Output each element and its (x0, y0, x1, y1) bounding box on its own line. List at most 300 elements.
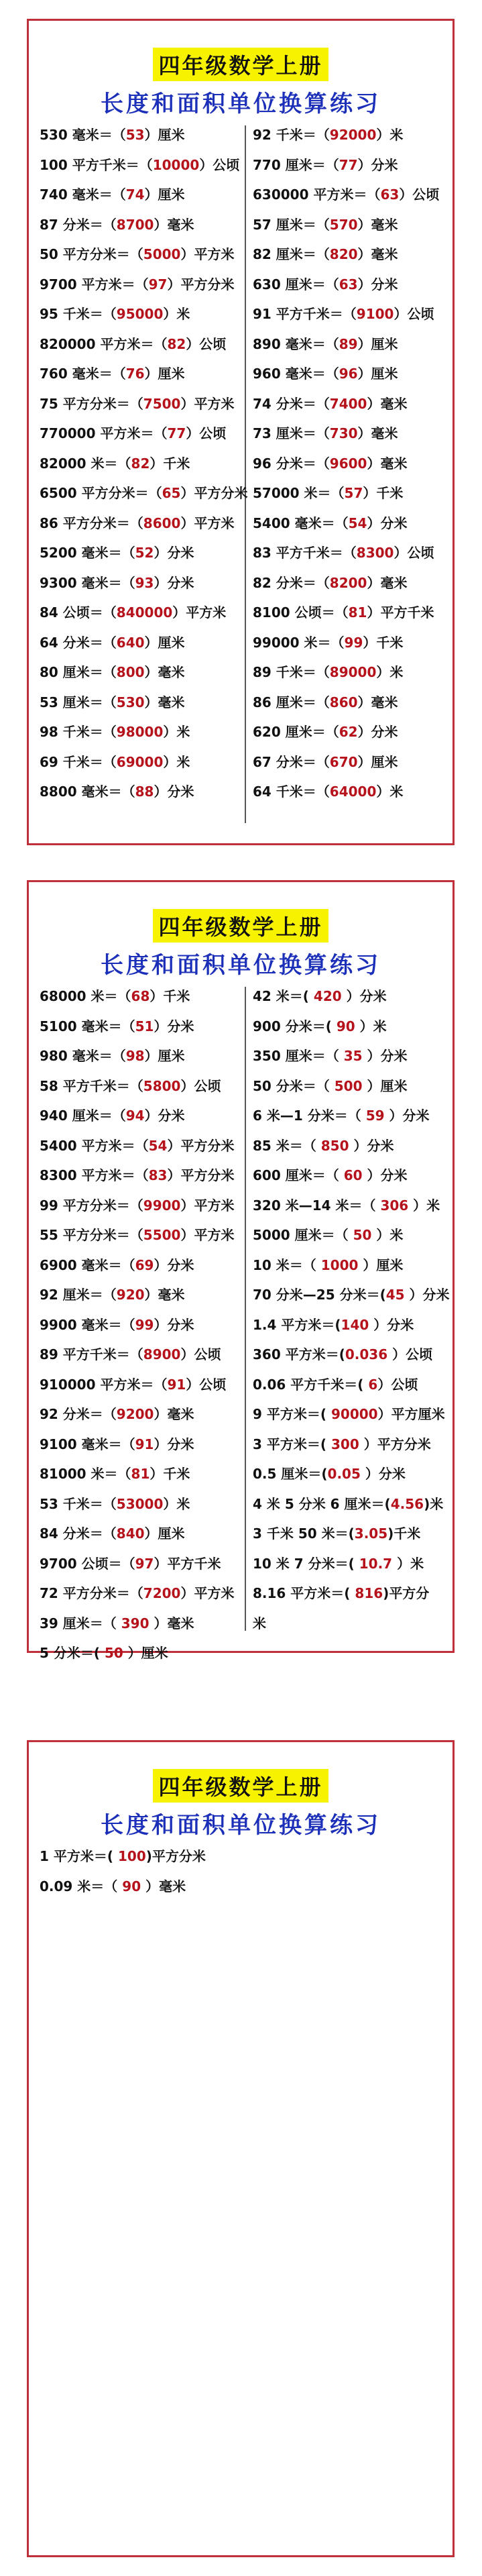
exercise-question: 69 千米＝（ (40, 753, 117, 770)
exercise-answer: 74 (125, 186, 145, 203)
exercise-row (253, 717, 454, 747)
exercise-answer: 530 (116, 694, 145, 710)
exercise-question: 5100 毫米＝（ (40, 1018, 135, 1034)
exercise-row (253, 777, 454, 807)
exercise-row (253, 359, 454, 389)
exercise-unit: ）厘米 (123, 1645, 168, 1661)
exercise-row (253, 1489, 454, 1519)
exercise-answer: 99 (135, 1316, 154, 1333)
exercise-answer: 97 (148, 276, 168, 292)
exercise-unit: ）毫米 (357, 694, 398, 710)
exercise-row (253, 1578, 454, 1609)
exercise-answer: 8600 (143, 515, 181, 531)
exercise-answer: 730 (329, 425, 358, 441)
right-column (253, 981, 454, 1638)
sheet-title-wrap (29, 909, 453, 943)
exercise-question: 95 千米＝（ (40, 306, 117, 322)
exercise-answer: 60 (343, 1167, 363, 1183)
exercise-unit: ）毫米 (144, 664, 185, 680)
exercise-question: 85 米＝（ (253, 1137, 321, 1154)
exercise-question: 39 厘米＝（ (40, 1615, 121, 1631)
exercise-unit: ）公顷 (394, 306, 434, 322)
exercise-unit: ）千米 (149, 1466, 190, 1482)
exercise-unit: ）分米 (154, 574, 194, 591)
exercise-row (253, 299, 454, 329)
exercise-row (40, 981, 241, 1012)
exercise-row (40, 449, 241, 479)
exercise-answer: 63 (380, 186, 400, 203)
exercise-question: 53 千米＝（ (40, 1495, 117, 1512)
exercise-answer: 9900 (143, 1197, 181, 1214)
exercise-question: 89 平方千米＝（ (40, 1346, 143, 1362)
exercise-row (40, 1549, 241, 1579)
exercise-unit: ）平方分米 (359, 1436, 431, 1452)
exercise-unit: ）分米 (357, 276, 398, 292)
exercise-unit: ）毫米 (357, 246, 398, 262)
exercise-unit: ）厘米 (144, 1048, 185, 1064)
exercise-answer: 89000 (329, 664, 377, 680)
exercise-row (253, 239, 454, 270)
exercise-row (253, 1071, 454, 1102)
exercise-unit: ）米 (392, 1555, 424, 1572)
exercise-question: 360 平方米＝( (253, 1346, 345, 1362)
exercise-question: 92 千米＝（ (253, 127, 330, 143)
exercise-row (40, 1489, 241, 1519)
exercise-question: 4 米 5 分米 6 厘米＝( (253, 1495, 391, 1512)
exercise-answer: 52 (135, 545, 154, 561)
exercise-row (40, 1841, 442, 1872)
exercise-row (40, 1519, 241, 1549)
exercise-question: 0.09 米＝（ (40, 1878, 123, 1894)
exercise-row (40, 1250, 241, 1281)
exercise-answer: 68 (131, 988, 150, 1004)
exercise-unit: ）公顷 (387, 1346, 433, 1362)
exercise-row (40, 1071, 241, 1102)
exercise-answer: 77 (339, 156, 358, 173)
exercise-unit: ）平方米 (180, 1585, 235, 1601)
exercise-answer: 50 (353, 1227, 372, 1243)
exercise-unit: ）厘米 (144, 634, 185, 651)
exercise-unit: ）毫米 (149, 1615, 194, 1631)
exercise-question: 630000 平方米＝（ (253, 186, 381, 203)
exercise-unit: ）分米 (154, 545, 194, 561)
exercise-question: 600 厘米＝（ (253, 1167, 344, 1183)
exercise-answer: 840 (116, 1525, 145, 1542)
exercise-question: 980 毫米＝（ (40, 1048, 126, 1064)
exercise-unit: ）公顷 (186, 1376, 227, 1393)
exercise-row (253, 981, 454, 1012)
exercise-unit: ）毫米 (357, 425, 398, 441)
exercise-row (253, 419, 454, 449)
exercise-row (253, 1250, 454, 1281)
exercise-row (253, 1370, 454, 1400)
exercise-unit: ）毫米 (144, 1287, 185, 1303)
exercise-unit: ）米 (163, 1495, 190, 1512)
exercise-answer: 7200 (143, 1585, 181, 1601)
exercise-question: 53 厘米＝（ (40, 694, 117, 710)
exercise-unit: ）公顷 (180, 1077, 221, 1094)
exercise-question: 64 千米＝（ (253, 784, 330, 800)
exercise-unit: ）分米 (154, 1256, 194, 1273)
exercise-row (40, 1609, 241, 1639)
sheet-title: 四年级数学上册 (153, 909, 328, 943)
exercise-row (40, 478, 248, 508)
exercise-answer: 90000 (330, 1406, 378, 1422)
exercise-unit: ）分米 (357, 724, 398, 740)
exercise-unit: ）毫米 (144, 694, 185, 710)
exercise-question: 98 千米＝（ (40, 724, 117, 740)
exercise-row (40, 628, 241, 658)
exercise-answer: 816 (355, 1585, 383, 1601)
exercise-row (40, 1340, 241, 1370)
exercise-answer: 5800 (143, 1077, 181, 1094)
exercise-unit: ）毫米 (357, 216, 398, 233)
exercise-unit: ）米 (371, 1227, 404, 1243)
exercise-unit: ）厘米 (357, 753, 398, 770)
exercise-question: 5200 毫米＝（ (40, 545, 135, 561)
exercise-question: 820000 平方米＝（ (40, 335, 168, 352)
exercise-answer: 53 (125, 127, 145, 143)
exercise-question: 57 厘米＝（ (253, 216, 330, 233)
exercise-row (40, 359, 241, 389)
exercise-question: 84 公顷＝（ (40, 604, 117, 621)
exercise-unit: ）公顷 (377, 1376, 418, 1393)
exercise-question: 73 厘米＝（ (253, 425, 330, 441)
exercise-answer: 920 (116, 1287, 145, 1303)
exercise-question: 9100 毫米＝（ (40, 1436, 135, 1452)
exercise-answer: 92000 (329, 127, 377, 143)
exercise-unit: ）米 (376, 127, 404, 143)
exercise-question: 940 厘米＝（ (40, 1108, 126, 1124)
exercise-answer: 81 (131, 1466, 150, 1482)
exercise-question: 92 厘米＝（ (40, 1287, 117, 1303)
left-column (40, 981, 241, 1668)
right-column (253, 120, 454, 807)
exercise-unit: ）公顷 (180, 1346, 221, 1362)
exercise-row (253, 628, 454, 658)
exercise-question: 530 毫米＝（ (40, 127, 126, 143)
exercise-unit: ）分米 (362, 1048, 408, 1064)
exercise-unit: ）米 (408, 1197, 440, 1214)
exercise-row (253, 747, 454, 777)
exercise-unit: ）分米 (154, 1018, 194, 1034)
exercise-row (253, 1131, 454, 1161)
exercise-row (40, 1101, 241, 1131)
exercise-row (40, 210, 241, 240)
sheet-subtitle: 长度和面积单位换算练习 (101, 1812, 381, 1839)
exercise-question: 350 厘米＝（ (253, 1048, 344, 1064)
exercise-question: 50 平方分米＝（ (40, 246, 143, 262)
exercise-question: 910000 平方米＝（ (40, 1376, 168, 1393)
exercise-unit: ）分米 (154, 784, 194, 800)
exercise-question: 83 平方千米＝（ (253, 545, 357, 561)
column-divider (245, 987, 246, 1631)
exercise-question: 3 千米 50 米＝( (253, 1525, 355, 1542)
exercise-unit: ）平方千米 (367, 604, 434, 621)
exercise-question: 89 千米＝（ (253, 664, 330, 680)
exercise-question: 42 米＝( (253, 988, 314, 1004)
exercise-row (40, 1459, 241, 1489)
exercise-unit: ）分米 (367, 515, 408, 531)
exercise-answer: 8900 (143, 1346, 181, 1362)
exercise-question: 9900 毫米＝（ (40, 1316, 135, 1333)
exercise-unit: ）平方千米 (154, 1555, 221, 1572)
exercise-row (40, 538, 241, 568)
exercise-answer: 640 (116, 634, 145, 651)
exercise-answer: 94 (125, 1108, 145, 1124)
exercise-question: 890 毫米＝（ (253, 335, 339, 352)
exercise-answer: 840000 (116, 604, 173, 621)
exercise-answer: 300 (330, 1436, 359, 1452)
exercise-question: 82 厘米＝（ (253, 246, 330, 262)
exercise-row (40, 389, 241, 419)
exercise-answer: 820 (329, 246, 358, 262)
exercise-question: 6500 平方分米＝（ (40, 485, 162, 501)
exercise-row (253, 1012, 454, 1042)
exercise-row (40, 1370, 241, 1400)
exercise-question: 620 厘米＝（ (253, 724, 339, 740)
exercise-answer: 570 (329, 216, 358, 233)
exercise-question: 86 厘米＝（ (253, 694, 330, 710)
exercise-row (40, 299, 241, 329)
exercise-answer: 57 (344, 485, 363, 501)
exercise-row (40, 777, 241, 807)
exercise-row (40, 1161, 241, 1191)
exercise-question: 1 平方米＝( (40, 1848, 118, 1864)
exercise-answer: 69 (135, 1256, 154, 1273)
exercise-answer: 99 (344, 634, 363, 651)
exercise-unit: ）米 (376, 784, 404, 800)
sheet-subtitle: 长度和面积单位换算练习 (101, 952, 381, 979)
exercise-row (40, 1872, 442, 1902)
exercise-question: 68000 米＝（ (40, 988, 131, 1004)
sheet-subtitle: 长度和面积单位换算练习 (101, 91, 381, 117)
exercise-answer: 90 (336, 1018, 355, 1034)
exercise-unit: ）厘米 (144, 1525, 185, 1542)
exercise-question: 5400 平方米＝（ (40, 1137, 149, 1154)
exercise-unit: ）公顷 (199, 156, 240, 173)
exercise-row (253, 1399, 454, 1430)
exercise-answer: 64000 (329, 784, 377, 800)
exercise-row (40, 270, 241, 300)
exercise-unit: ）公顷 (186, 335, 227, 352)
exercise-question: 8100 公顷＝（ (253, 604, 349, 621)
exercise-answer: 10000 (152, 156, 200, 173)
exercise-row (40, 1310, 241, 1340)
exercise-row (253, 1459, 454, 1489)
exercise-question: 760 毫米＝（ (40, 366, 126, 382)
exercise-question: 87 分米＝（ (40, 216, 117, 233)
exercise-answer: 63 (339, 276, 358, 292)
exercise-unit: )平方分 (383, 1585, 430, 1601)
worksheet-panel-2 (27, 880, 455, 1661)
exercise-question: 770 厘米＝（ (253, 156, 339, 173)
exercise-row (253, 1549, 454, 1579)
exercise-row (253, 508, 454, 539)
exercise-answer: 10.7 (359, 1555, 393, 1572)
exercise-unit: ）厘米 (144, 186, 185, 203)
exercise-question: 96 分米＝（ (253, 455, 330, 472)
exercise-answer: 98 (125, 1048, 145, 1064)
exercise-question: 3 平方米＝( (253, 1436, 331, 1452)
exercise-row (40, 1041, 241, 1071)
exercise-answer: 77 (167, 425, 186, 441)
exercise-row (253, 120, 454, 150)
exercise-answer: 91 (135, 1436, 154, 1452)
exercise-answer: 0.05 (327, 1466, 361, 1482)
exercise-question: 10 米＝（ (253, 1256, 321, 1273)
exercise-answer: 8200 (329, 574, 367, 591)
exercise-row (40, 419, 241, 449)
exercise-row (253, 329, 454, 360)
exercise-unit: ）千米 (149, 455, 190, 472)
exercise-answer: 89 (339, 335, 358, 352)
exercise-answer: 9200 (116, 1406, 154, 1422)
exercise-row (253, 688, 454, 718)
exercise-unit: ）千米 (149, 988, 190, 1004)
exercise-unit: ）毫米 (154, 216, 194, 233)
exercise-answer: 95000 (116, 306, 164, 322)
exercise-answer: 62 (339, 724, 358, 740)
exercise-row (253, 150, 454, 180)
exercise-unit: )平方分米 (145, 1848, 206, 1864)
exercise-answer: 98000 (116, 724, 164, 740)
exercise-question: 80 厘米＝（ (40, 664, 117, 680)
exercise-unit: ）平方分米 (167, 1137, 235, 1154)
exercise-question: 70 分米—25 分米＝( (253, 1287, 386, 1303)
exercise-question: 8800 毫米＝（ (40, 784, 135, 800)
exercise-question: 6900 毫米＝（ (40, 1256, 135, 1273)
exercise-unit: ）平方米 (180, 395, 235, 412)
exercise-answer: 45 (385, 1287, 405, 1303)
exercise-answer: 90 (122, 1878, 141, 1894)
exercise-question: 50 分米＝（ (253, 1077, 335, 1094)
exercise-question: 86 平方分米＝（ (40, 515, 143, 531)
exercise-question: 740 毫米＝（ (40, 186, 126, 203)
exercise-row (253, 1430, 454, 1460)
exercise-question: 92 分米＝（ (40, 1406, 117, 1422)
exercise-answer: 8700 (116, 216, 154, 233)
exercise-unit: ）厘米 (362, 1077, 408, 1094)
exercise-unit: ）公顷 (394, 545, 434, 561)
exercise-row (253, 210, 454, 240)
exercise-question: 72 平方分米＝（ (40, 1585, 143, 1601)
sheet-title-wrap (29, 1769, 453, 1803)
exercise-question: 8300 平方米＝（ (40, 1167, 149, 1183)
exercise-unit: ）平方厘米 (377, 1406, 445, 1422)
exercise-unit: ）平方分米 (180, 485, 248, 501)
exercise-answer: 76 (125, 366, 145, 382)
exercise-question: 82 分米＝（ (253, 574, 330, 591)
exercise-question: 900 分米＝( (253, 1018, 337, 1034)
exercise-row (253, 1101, 454, 1131)
exercise-row (40, 568, 241, 598)
exercise-row (40, 329, 241, 360)
exercise-answer: 7500 (143, 395, 181, 412)
exercise-unit: ）平方分米 (167, 276, 235, 292)
exercise-unit: ）厘米 (357, 366, 398, 382)
exercise-row (40, 1220, 241, 1250)
exercise-question: 99000 米＝（ (253, 634, 345, 651)
exercise-unit: ）米 (376, 664, 404, 680)
exercise-answer: 65 (162, 485, 181, 501)
exercise-answer: 5500 (143, 1227, 181, 1243)
exercise-unit: ）分米 (144, 1108, 185, 1124)
exercise-unit: ）分米 (349, 1137, 394, 1154)
exercise-question: 67 分米＝（ (253, 753, 330, 770)
exercise-answer: 800 (116, 664, 145, 680)
exercise-question: 9700 平方米＝（ (40, 276, 149, 292)
exercise-answer: 100 (117, 1848, 146, 1864)
worksheet-panel-1 (27, 19, 455, 845)
exercise-unit: ）千米 (363, 634, 404, 651)
exercise-question: 55 平方分米＝（ (40, 1227, 143, 1243)
exercise-question: 74 分米＝（ (253, 395, 330, 412)
exercise-answer: 500 (334, 1077, 363, 1094)
exercise-row (253, 1519, 454, 1549)
exercise-question: 1.4 平方米＝( (253, 1316, 341, 1333)
exercise-unit: ）毫米 (367, 455, 408, 472)
exercise-row (40, 717, 241, 747)
exercise-unit: ）平方米 (180, 1197, 235, 1214)
exercise-row (40, 1578, 241, 1609)
exercise-unit: ）分米 (357, 156, 398, 173)
exercise-answer: 96 (339, 366, 358, 382)
exercise-question: 84 分米＝（ (40, 1525, 117, 1542)
exercise-question: 64 分米＝（ (40, 634, 117, 651)
exercise-row (253, 1161, 454, 1191)
exercise-row (253, 389, 454, 419)
exercise-answer: 50 (104, 1645, 123, 1661)
exercise-row (40, 508, 241, 539)
exercise-question: 5000 厘米＝（ (253, 1227, 353, 1243)
exercise-unit: ）分米 (360, 1466, 406, 1482)
exercise-answer: 306 (380, 1197, 409, 1214)
exercise-list (40, 1841, 442, 1901)
exercise-row (253, 1280, 454, 1310)
left-column (40, 120, 248, 807)
exercise-answer: 82 (167, 335, 186, 352)
exercise-unit: ）毫米 (154, 1406, 194, 1422)
exercise-question: 9700 公顷＝（ (40, 1555, 135, 1572)
exercise-row (253, 478, 454, 508)
exercise-unit: ）米 (163, 306, 190, 322)
exercise-row (253, 1609, 454, 1639)
exercise-unit: )米 (424, 1495, 444, 1512)
exercise-answer: 9600 (329, 455, 367, 472)
exercise-question: 960 毫米＝（ (253, 366, 339, 382)
worksheet-panel-3 (27, 1740, 455, 2557)
exercise-question: 9 平方米＝( (253, 1406, 331, 1422)
exercise-question: 米 (253, 1615, 266, 1631)
exercise-row (253, 1191, 454, 1221)
exercise-row (253, 538, 454, 568)
exercise-unit: ）平方米 (180, 246, 235, 262)
exercise-answer: 93 (135, 574, 154, 591)
exercise-answer: 1000 (320, 1256, 359, 1273)
exercise-question: 57000 米＝（ (253, 485, 345, 501)
exercise-row (40, 180, 241, 210)
exercise-row (40, 1399, 241, 1430)
exercise-unit: ）平方米 (172, 604, 227, 621)
exercise-unit: ）毫米 (367, 574, 408, 591)
exercise-answer: 3.05 (354, 1525, 388, 1542)
exercise-row (253, 270, 454, 300)
exercise-answer: 91 (167, 1376, 186, 1393)
exercise-answer: 82 (131, 455, 150, 472)
exercise-question: 0.5 厘米＝( (253, 1466, 328, 1482)
exercise-unit: ）厘米 (357, 335, 398, 352)
